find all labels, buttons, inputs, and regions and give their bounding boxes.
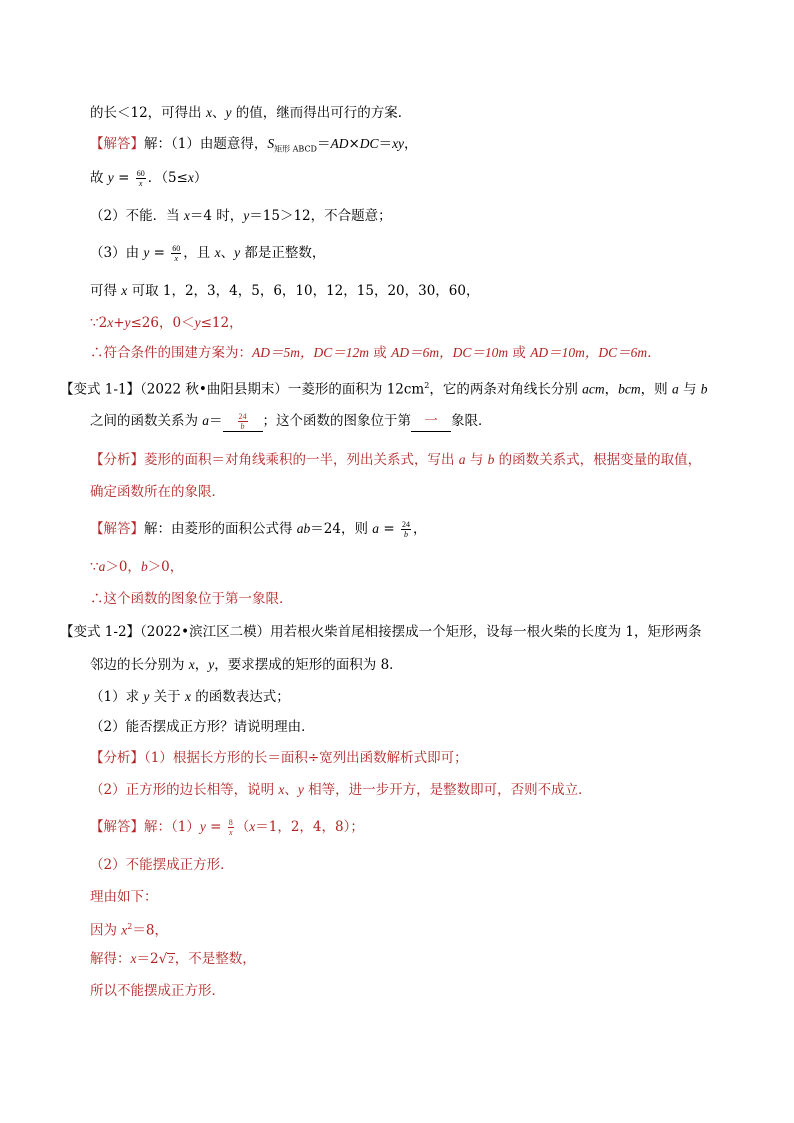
text-line: （2）不能摆成正方形． xyxy=(90,857,234,873)
text-line: ∴符合条件的围建方案为：AD＝5m，DC＝12m 或 AD＝6m，DC＝10m 或 AD＝10m，DC＝6m． xyxy=(90,345,661,361)
text-line: ∵2x+y≤26，0＜y≤12， xyxy=(90,315,243,331)
text-line: 的长＜12，可得出 x、y 的值，继而得出可行的方案． xyxy=(90,105,412,121)
fraction: $\frac{60}{x}$ xyxy=(172,244,181,263)
answer-blank: 一 xyxy=(411,411,451,432)
text-line: （3）由 y = $\frac{60}{x}$ ，且 x、y 都是正整数， xyxy=(90,244,326,263)
text-line: 因为 $x^2=8$， xyxy=(90,922,168,939)
text-line: ∵a＞0，b＞0， xyxy=(90,559,184,575)
text-line: 解得：x＝2√2，不是整数， xyxy=(90,951,256,967)
text-line: （2）不能．当 x＝4 时，y＝15＞12，不合题意； xyxy=(90,208,392,224)
fraction: $\frac{8}{x}$ xyxy=(228,818,233,837)
text-line: 故 y = $\frac{60}{x}$ ．（5≤x） xyxy=(90,169,208,188)
fraction: $\frac{60}{x}$ xyxy=(136,169,145,188)
variant-heading: 【变式 1-2】（2022•滨江区二模）用若根火柴首尾相接摆成一个矩形，设每一根火柴的长度为 1，矩形两条 xyxy=(60,624,702,640)
analysis-tag: 【分析】 xyxy=(90,452,144,468)
answer-tag: 【解答】 xyxy=(90,819,144,835)
text-line: 邻边的长分别为 x，y，要求摆成的矩形的面积为 8． xyxy=(90,657,403,673)
analysis-tag: 【分析】 xyxy=(90,750,144,766)
analysis-line: 【分析】菱形的面积＝对角线乘积的一半，列出关系式，写出 a 与 b 的函数关系式，根据变量的取值， xyxy=(90,452,702,468)
sqrt-symbol: √ xyxy=(158,951,168,967)
text-line: 理由如下： xyxy=(90,889,158,905)
answer-line: 【解答】解：（1）y = $\frac{8}{x}$ （x＝1，2，4，8）； xyxy=(90,818,364,837)
text-line: ∴这个函数的图象位于第一象限． xyxy=(90,591,293,607)
analysis-line: 【分析】（1）根据长方形的长＝面积÷宽列出函数解析式即可； xyxy=(90,750,468,766)
answer-blank: $\frac{24}{b}$ xyxy=(223,411,263,432)
answer-tag: 【解答】 xyxy=(90,521,144,537)
answer-line: 【解答】解：（1）由题意得，$S_{矩形 ABCD}=AD\times DC=xy$， xyxy=(90,136,418,154)
text-line: （1）求 y 关于 x 的函数表达式； xyxy=(90,689,290,705)
text-line: （2）正方形的边长相等，说明 x、y 相等，进一步开方，是整数即可，否则不成立． xyxy=(90,782,592,798)
text-line: 之间的函数关系为 a＝ $\frac{24}{b}$ ；这个函数的图象位于第 一 象限． xyxy=(90,412,492,431)
answer-line: 【解答】解：由菱形的面积公式得 ab＝24，则 a = $\frac{24}{b}$ ， xyxy=(90,520,427,539)
variant-heading: 【变式 1-1】（2022 秋•曲阳县期末）一菱形的面积为 $12cm^2$，它的两条对角线长分别 acm，bcm，则 a 与 b xyxy=(60,381,708,398)
text-line: （2）能否摆成正方形？请说明理由． xyxy=(90,719,315,735)
fraction: $\frac{24}{b}$ xyxy=(401,520,410,539)
text-line: 可得 x 可取 1，2，3，4，5，6，10，12，15，20，30，60， xyxy=(90,283,480,299)
text-line: 所以不能摆成正方形． xyxy=(90,983,225,999)
answer-tag: 【解答】 xyxy=(90,136,144,152)
text-line: 确定函数所在的象限． xyxy=(90,484,225,500)
